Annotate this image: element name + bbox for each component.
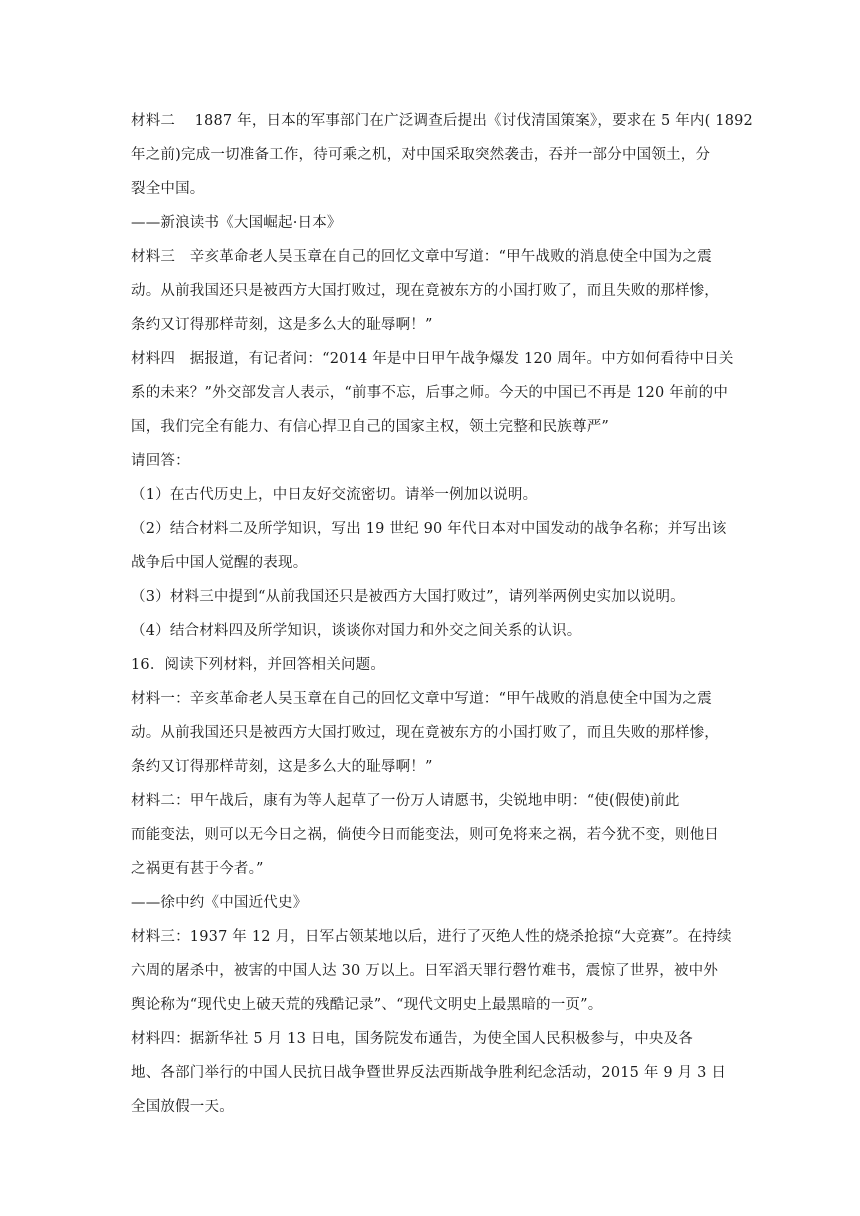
question-3: （3）材料三中提到“从前我国还只是被西方大国打败过”，请列举两例史实加以说明。 bbox=[131, 589, 685, 605]
p16-material-1-line-1: 材料一：辛亥革命老人吴玉章在自己的回忆文章中写道：“甲午战败的消息使全中国为之震 bbox=[131, 691, 712, 707]
material-2-line-1: 材料二 1887 年，日本的军事部门在广泛调查后提出《讨伐清国策案》，要求在 5 年内( 1892 bbox=[131, 113, 753, 129]
p16-material-3-line-2: 六周的屠杀中，被害的中国人达 30 万以上。日军滔天罪行磬竹难书，震惊了世界，被中外 bbox=[131, 963, 719, 979]
p16-material-4-line-2: 地、各部门举行的中国人民抗日战争暨世界反法西斯战争胜利纪念活动，2015 年 9 月 3 日 bbox=[131, 1065, 727, 1081]
material-2-line-3: 裂全中国。 bbox=[131, 181, 205, 197]
p16-material-2-source: ——徐中约《中国近代史》 bbox=[131, 895, 308, 911]
question-1: （1）在古代历史上，中日友好交流密切。请举一例加以说明。 bbox=[131, 487, 538, 503]
p16-material-1-line-2: 动。从前我国还只是被西方大国打败过，现在竟被东方的小国打败了，而且失败的那样惨， bbox=[131, 725, 719, 741]
p16-material-4-line-3: 全国放假一天。 bbox=[131, 1099, 234, 1115]
material-3-line-2: 动。从前我国还只是被西方大国打败过，现在竟被东方的小国打败了，而且失败的那样惨， bbox=[131, 283, 719, 299]
p16-material-2-line-3: 之祸更有甚于今者。” bbox=[131, 861, 264, 877]
p16-material-2-line-2: 而能变法，则可以无今日之祸，倘使今日而能变法，则可免将来之祸，若今犹不变，则他日 bbox=[131, 827, 719, 843]
problem-16-heading: 16．阅读下列材料，并回答相关问题。 bbox=[131, 657, 386, 673]
question-2-line-1: （2）结合材料二及所学知识，写出 19 世纪 90 年代日本对中国发动的战争名称；并写出该 bbox=[131, 521, 727, 537]
material-3-line-3: 条约又订得那样苛刻，这是多么大的耻辱啊！” bbox=[131, 317, 433, 333]
material-3-line-1: 材料三 辛亥革命老人吴玉章在自己的回忆文章中写道：“甲午战败的消息使全中国为之震 bbox=[131, 249, 712, 265]
p16-material-1-line-3: 条约又订得那样苛刻，这是多么大的耻辱啊！” bbox=[131, 759, 433, 775]
question-4: （4）结合材料四及所学知识，谈谈你对国力和外交之间关系的认识。 bbox=[131, 623, 582, 639]
question-2-line-2: 战争后中国人觉醒的表现。 bbox=[131, 555, 308, 571]
material-2-source: ——新浪读书《大国崛起·日本》 bbox=[131, 215, 342, 231]
p16-material-3-line-3: 舆论称为“现代史上破天荒的残酷记录”、“现代文明史上最黑暗的一页”。 bbox=[131, 997, 603, 1013]
material-4-line-3: 国，我们完全有能力、有信心捍卫自己的国家主权，领土完整和民族尊严” bbox=[131, 419, 610, 435]
p16-material-2-line-1: 材料二：甲午战后，康有为等人起草了一份万人请愿书，尖锐地申明：“使(假使)前此 bbox=[131, 793, 680, 809]
document-body bbox=[131, 104, 753, 1124]
material-2-line-2: 年之前)完成一切准备工作，待可乘之机，对中国采取突然袭击，吞并一部分中国领土，分 bbox=[131, 147, 711, 163]
material-4-line-2: 系的未来？”外交部发言人表示，“前事不忘，后事之师。今天的中国已不再是 120 年前的中 bbox=[131, 385, 729, 401]
p16-material-4-line-1: 材料四：据新华社 5 月 13 日电，国务院发布通告，为使全国人民积极参与，中央及各 bbox=[131, 1031, 694, 1047]
questions-prompt: 请回答： bbox=[131, 453, 190, 469]
material-4-line-1: 材料四 据报道，有记者问：“2014 年是中日甲午战争爆发 120 周年。中方如何看待中日关 bbox=[131, 351, 734, 367]
p16-material-3-line-1: 材料三：1937 年 12 月，日军占领某地以后，进行了灭绝人性的烧杀抢掠“大竞赛”。在持续 bbox=[131, 929, 732, 945]
